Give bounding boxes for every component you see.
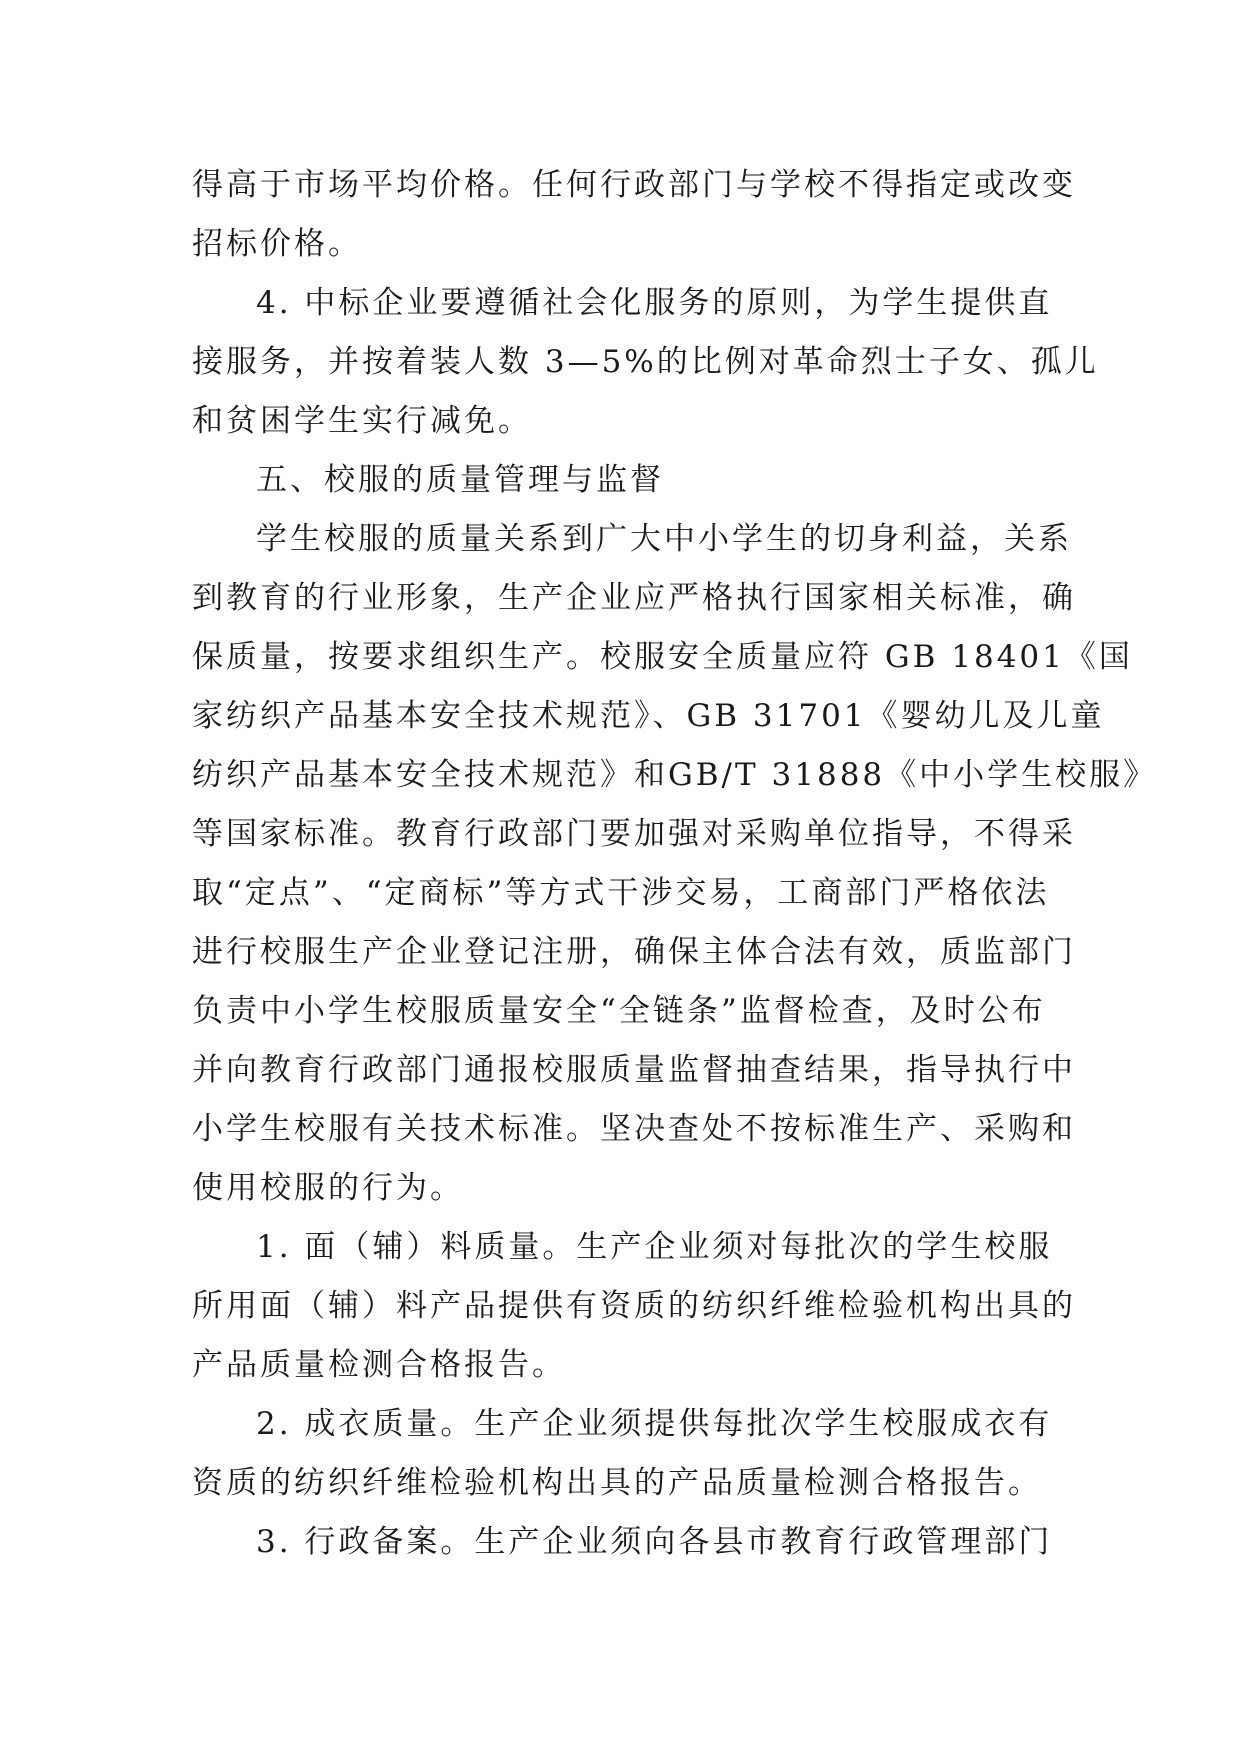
text-line: 招标价格。: [192, 226, 362, 262]
text-line: 家纺织产品基本安全技术规范》、GB 31701《婴幼儿及儿童: [192, 698, 1105, 734]
text-line: 产品质量检测合格报告。: [192, 1347, 566, 1383]
text-line: 小学生校服有关技术标准。坚决查处不按标准生产、采购和: [192, 1111, 1076, 1147]
text-line: 2. 成衣质量。生产企业须提供每批次学生校服成衣有: [256, 1406, 1053, 1442]
text-line: 保质量，按要求组织生产。校服安全质量应符 GB 18401《国: [192, 639, 1133, 675]
text-line: 和贫困学生实行减免。: [192, 403, 532, 439]
text-line: 进行校服生产企业登记注册，确保主体合法有效，质监部门: [192, 934, 1076, 970]
text-line: 取“定点”、“定商标”等方式干涉交易，工商部门严格依法: [192, 875, 1050, 911]
text-line: 等国家标准。教育行政部门要加强对采购单位指导，不得采: [192, 816, 1076, 852]
text-line: 1. 面（辅）料质量。生产企业须对每批次的学生校服: [256, 1229, 1053, 1265]
text-line: 学生校服的质量关系到广大中小学生的切身利益，关系: [256, 521, 1072, 557]
text-line: 4. 中标企业要遵循社会化服务的原则，为学生提供直: [256, 285, 1053, 321]
text-line: 资质的纺织纤维检验机构出具的产品质量检测合格报告。: [192, 1465, 1042, 1501]
text-line: 所用面（辅）料产品提供有资质的纺织纤维检验机构出具的: [192, 1288, 1076, 1324]
document-body: [192, 156, 1158, 1572]
text-line: 接服务，并按着装人数 3—5%的比例对革命烈士子女、孤儿: [192, 344, 1099, 380]
text-line: 3. 行政备案。生产企业须向各县市教育行政管理部门: [256, 1524, 1053, 1560]
text-line: 使用校服的行为。: [192, 1170, 464, 1206]
text-line: 负责中小学生校服质量安全“全链条”监督检查，及时公布: [192, 993, 1046, 1029]
text-line: 得高于市场平均价格。任何行政部门与学校不得指定或改变: [192, 167, 1076, 203]
text-line: 并向教育行政部门通报校服质量监督抽查结果，指导执行中: [192, 1052, 1076, 1088]
text-line: 纺织产品基本安全技术规范》和GB/T 31888《中小学生校服》: [192, 757, 1158, 793]
text-line: 到教育的行业形象，生产企业应严格执行国家相关标准，确: [192, 580, 1076, 616]
text-line: 五、校服的质量管理与监督: [256, 462, 664, 498]
